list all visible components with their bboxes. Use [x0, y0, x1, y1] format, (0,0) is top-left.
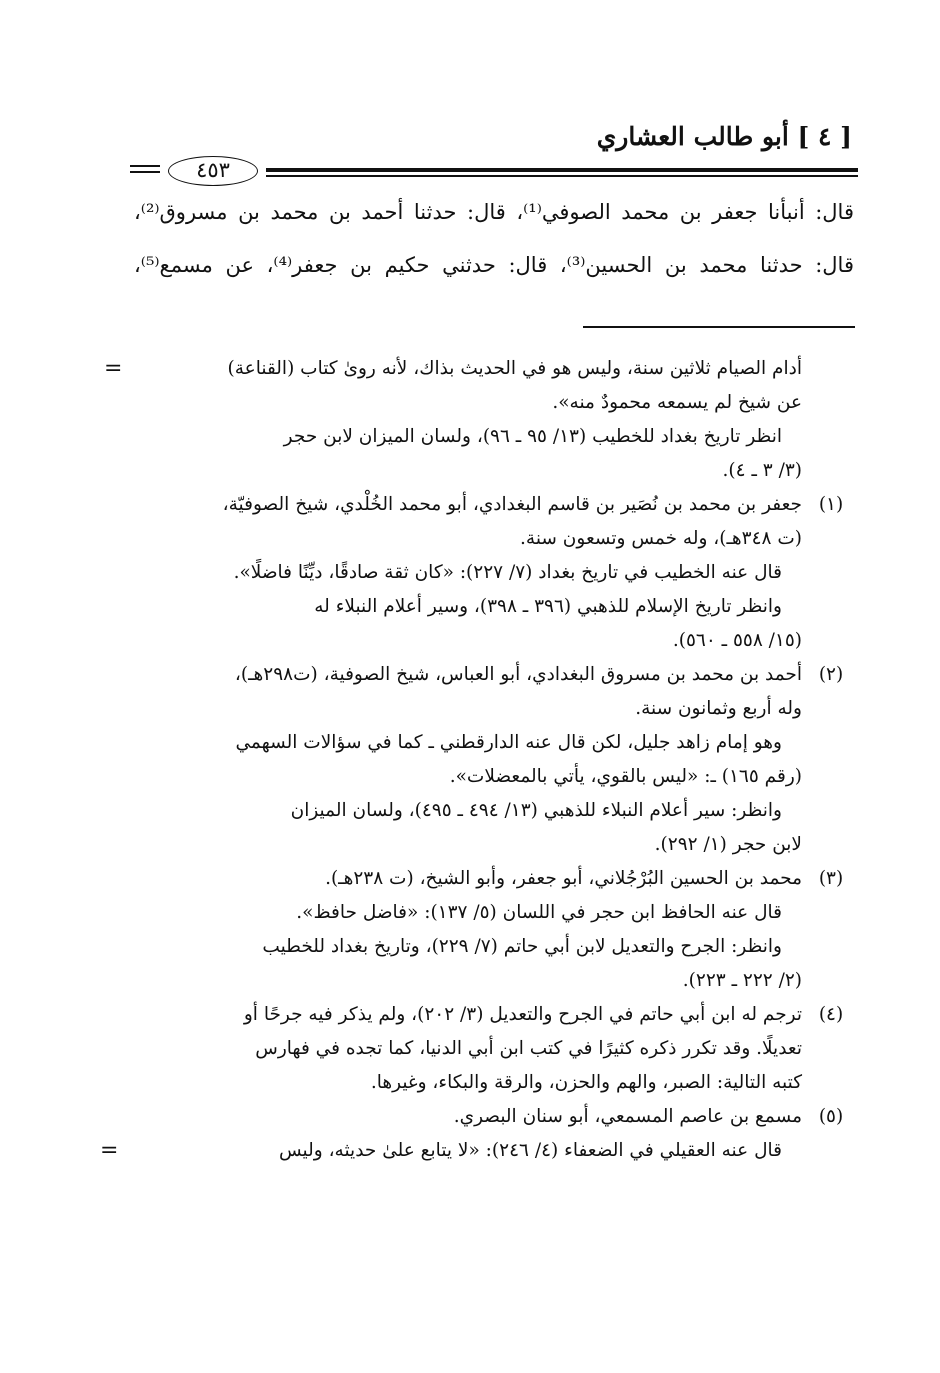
footnote-line: (٢/ ٢٢٢ ـ ٢٢٣).	[682, 970, 802, 991]
footnote-line-text: قال عنه العقيلي في الضعفاء (٤/ ٢٤٦): «لا يتابع علىٰ حديثه، وليس	[278, 1140, 782, 1161]
footnote-continuation	[104, 352, 854, 488]
footnote-line: (١٥/ ٥٥٨ ـ ٥٦٠).	[672, 630, 802, 651]
footnote-line: قال عنه الخطيب في تاريخ بغداد (٧/ ٢٢٧): «كان ثقة صادقًا، ديِّنًا فاضلًا».	[233, 562, 782, 583]
footnote-line: (رقم ١٦٥) ـ: «ليس بالقوي، يأتي بالمعضلات».	[449, 766, 802, 787]
footnote-line: عن شيخ لم يسمعه محمودٌ منه».	[552, 392, 802, 413]
footnote-line: قال عنه الحافظ ابن حجر في اللسان (٥/ ١٣٧): «فاضل حافظ».	[296, 902, 782, 923]
footnote-line: ترجم له ابن أبي حاتم في الجرح والتعديل (٣/ ٢٠٢)، ولم يذكر فيه جرحًا أو	[243, 1004, 802, 1025]
footnote-line: مسمع بن عاصم المسمعي، أبو سنان البصري.	[453, 1106, 802, 1127]
footnote-number: (١)	[818, 494, 844, 515]
footnote-number: (٤)	[818, 1004, 844, 1025]
footnote-1	[124, 488, 854, 658]
footnote-line: جعفر بن محمد بن نُصَير بن قاسم البغدادي، أبو محمد الخُلْدي، شيخ الصوفيّة،	[222, 494, 802, 515]
footnote-4	[124, 998, 854, 1100]
footnote-line: وهو إمام زاهد جليل، لكن قال عنه الدارقطني ـ كما في سؤالات السهمي	[235, 732, 782, 753]
footnote-number: (٣)	[818, 868, 844, 889]
body-text-line: قال: حدثنا محمد بن الحسين⁽³⁾، قال: حدثني حكيم بن جعفر⁽⁴⁾، عن مسمع⁽⁵⁾،	[134, 253, 854, 277]
footnote-line: لابن حجر (١/ ٢٩٢).	[654, 834, 802, 855]
footnotes	[100, 352, 854, 1168]
footnote-divider	[583, 326, 855, 328]
running-header-title: [ ٤ ] أبو طالب العشاري	[596, 122, 852, 151]
footnote-number: (٢)	[818, 664, 844, 685]
footnote-line	[124, 1134, 802, 1168]
footnote-3	[124, 862, 854, 998]
footnote-line: وانظر: سير أعلام النبلاء للذهبي (١٣/ ٤٩٤ ـ ٤٩٥)، ولسان الميزان	[290, 800, 782, 821]
footnote-number: (٥)	[818, 1106, 844, 1127]
footnote-line: انظر تاريخ بغداد للخطيب (١٣/ ٩٥ ـ ٩٦)، ولسان الميزان لابن حجر	[283, 426, 782, 447]
header-rule	[128, 150, 858, 190]
footnote-line: أدام الصيام ثلاثين سنة، وليس هو في الحديث بذاك، لأنه روىٰ كتاب (القناعة)	[227, 358, 802, 379]
rule-short-top	[130, 165, 160, 167]
footnote-line: أحمد بن محمد بن مسروق البغدادي، أبو العباس، شيخ الصوفية، (ت٢٩٨هـ)،	[234, 664, 802, 685]
footnote-line: وانظر تاريخ الإسلام للذهبي (٣٩٦ ـ ٣٩٨)، وسير أعلام النبلاء له	[314, 596, 782, 617]
footnote-line: (ت ٣٤٨هـ)، وله خمس وتسعون سنة.	[520, 528, 802, 549]
footnote-2	[124, 658, 854, 862]
continuation-mark: =	[100, 1138, 119, 1163]
footnote-line: وانظر: الجرح والتعديل لابن أبي حاتم (٧/ ٢٢٩)، وتاريخ بغداد للخطيب	[262, 936, 782, 957]
footnote-line: تعديلًا. وقد تكرر ذكره كثيرًا في كتب ابن أبي الدنيا، كما تجده في فهارس	[255, 1038, 802, 1059]
footnote-5	[100, 1100, 854, 1168]
footnote-line: محمد بن الحسين البُرْجُلاني، أبو جعفر، وأبو الشيخ، (ت ٢٣٨هـ).	[325, 868, 802, 889]
footnote-line: (٣/ ٣ ـ ٤).	[722, 460, 802, 481]
footnote-line: كتبه التالية: الصبر، والهم والحزن، والرقة والبكاء، وغيرها.	[370, 1072, 802, 1093]
page-number: ٤٥٣	[168, 156, 258, 186]
footnote-line: وله أربع وثمانون سنة.	[635, 698, 802, 719]
rule-thin	[266, 175, 858, 177]
body-text-line: قال: أنبأنا جعفر بن محمد الصوفي⁽¹⁾، قال: حدثنا أحمد بن محمد بن مسروق⁽²⁾،	[134, 200, 854, 224]
rule-short-bottom	[130, 171, 160, 173]
rule-thick	[266, 168, 858, 172]
continuation-mark: =	[104, 356, 123, 381]
